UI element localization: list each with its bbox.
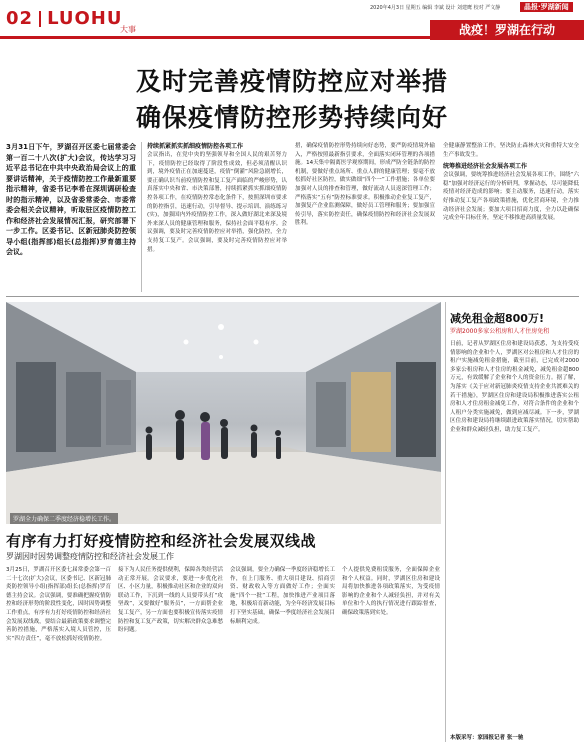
sidebar-divider xyxy=(445,302,446,742)
story2-col3: 会议强调，要全力确保一季度经济稳增长工作，在上门服务、重大项目建设、招商引资、财政收入等方面做好工作；全面实施“四个一批”工程，加快推进产业项目落地，积极培育新动能，为全年经济发展目标打下坚实基础，确保一季度经济社会发展目标顺利完成。 xyxy=(230,567,335,625)
story1-col4 xyxy=(443,142,579,292)
sidebar-subtitle: 罗湖2000多家公租房和人才住房免租 xyxy=(450,328,550,335)
paper-name: LUOHU xyxy=(47,8,123,29)
story2-subheadline: 罗湖因时因势调整疫情防控和经济社会发展工作 xyxy=(6,552,174,561)
photo-caption: 罗湖全力确保二季度经济稳增长工作。 xyxy=(10,513,118,524)
story2-col2: 接下为人民任务提供便利，保障各类经营活动正常开展。会议要求，要进一步优化社区、小区力量，积极推动社区和企业的双向联动工作，下沉到一线的人员要带头打“攻坚战”，又要做好“服务员”，一方面帮企业复工复产，另一方面也要积极宣传落实疫情防控和复工复产政策，切实解决群众急难愁盼问题。 xyxy=(118,567,223,634)
story1-col4-text: 全健康静置整治工作，坚决防止森林火灾和重特大安全生产事故发生。 xyxy=(443,143,579,158)
story1-lead: 3月31日下午，罗湖召开区委七届常委会第一百二十八次(扩大)会议，传达学习习近平总书记在中共中央政治局会议上的重要讲话精神，关于疫情防控工作最新重要指示精神，省委书记李希在深圳调研检查时的指示精神，以及省委常委会、市委常委会相关会议精神，听取驻区疫情防控工作和经济社会发展情况汇报，研究部署下一步工作。区委书记、区新冠肺炎防控领导小组(指挥部)组长(总指挥)罗育德主持会议。 xyxy=(6,143,136,256)
story2-col1: 3月25日，罗湖召开区委七届常委会第一百二十七次(扩大)会议，区委书记、区新冠肺炎防控领导小组(指挥部)组长(总指挥)罗育德主持会议。会议强调，要准确把握疫情防控和经济形势的阶段性变化，因时因势调整工作重点，有序有力打好疫情防控和经济社会发展双线战，要结合最新政策要求调整完善防控措施，严格落实入境人员管控，压实“四方责任”，毫不放松抓好疫情防控。 xyxy=(6,567,111,642)
story2-col4: 个人提供免费租赁服务，全面保障企业和个人权益。同时，罗湖区住房和建设局将加快推进各项政策落实，为受疫情影响的企业和个人减轻负担，并对有关单位和个人的执行情况进行跟踪督查，确保政策落到实处。 xyxy=(342,567,440,616)
section-rule xyxy=(6,296,579,297)
story1-col4-subheading: 统筹推进经济社会发展各项工作 xyxy=(443,163,528,171)
column-divider xyxy=(141,142,142,292)
sidebar-title: 减免租金超800万! xyxy=(450,312,544,325)
issue-meta: 2020年4月3日 星期五 编辑 李斌 设计 刘建鹰 校对 严文静 xyxy=(370,5,501,11)
story1-col2-text: 会议指出，在党中央的坚强领导和全国人民的艰苦努力下，疫情防控已经取得了阶段性成效，但必须清醒认识到，境外疫情正在加速蔓延，疫情“倒灌”风险急剧增长，要正确认识当前疫情防控和复工复产面临的严峻形势，认真落实中央和省、市决策部署，持续抓紧抓实抓细疫情防控各项工作，在疫情防控常态化条件下，按照深圳市要求的防控指引，迅速行动，引导督导、提示培训、演练练习(实)，加强国内外疫情防控工作，深入做好湖北来深及境外来深人员的健康管理和服务，保持社会面平稳有序。会议强调，要及时完善疫情防控应对举措，强化防控，全力支持复工复产。会议强调，要及时完善疫情防控应对举措。 xyxy=(147,152,287,253)
page-number xyxy=(6,8,123,29)
section-label: 大事 xyxy=(120,25,136,34)
section-banner: 战疫！罗湖在行动 xyxy=(430,20,584,40)
story1-col2 xyxy=(147,142,287,292)
story2-headline: 有序有力打好疫情防控和经济社会发展双线战 xyxy=(6,532,317,550)
sidebar-body: 日前，记者从罗湖区住房和建设局获悉，为支持受疫情影响的企业和个人，罗湖区对公租房和人才住房的租户实施减免租金措施，截至目前，已完成对2000多家公租房和人才住房的租金减免，减免租金超800万元，有效缓解了企业和个人的资金压力。据了解，为落实《关于应对新冠肺炎疫情支持企业共渡难关的若干措施》，罗湖区住房和建设局积极推进落实公租房和人才住房租金减免工作，对符合条件的企业和个人租户分类实施减免，做到应减尽减。下一步，罗湖区住房和建设局将继续跟进政策落实情况，切实帮助企业和群众减轻负担，助力复工复产。 xyxy=(450,341,579,433)
headline-line-1: 及时完善疫情防控应对举措 xyxy=(135,67,448,96)
headline-line-2: 确保疫情防控形势持续向好 xyxy=(135,103,448,132)
sidebar-author: 本版采写：家园报记者 张一驰 xyxy=(450,735,524,741)
story1-subheading: 持续抓紧抓实抓细疫情防控各项工作 xyxy=(147,143,244,150)
brand-logo: 晶报·罗湖新闻 xyxy=(520,2,573,12)
story1-col4b-text: 会议强调，要统筹推进经济社会发展各项工作，围绕“六稳”加强对经济运行的分析研判，掌握动态，尽可能降低疫情对经济造成的影响；要主动服务，迅速行动，落实好推动复工复产各项政策措施，优化营商环境，全力推动经济社会发展；要加大项目招商力度，全力以赴确保完成全年目标任务，坚定不移推进高质量发展。 xyxy=(443,172,579,222)
mall-photo-illustration xyxy=(6,302,441,524)
mall-photo xyxy=(6,302,441,524)
divider xyxy=(39,11,41,27)
story1-col3-text: 措，确保疫情防控形势持续向好态势，要严防疫情境外输入，严格按照最新指引要求，全面落实闭环管理的各项措施。14天集中隔离医学观察期间，形成严防全链条的防控机制，要做好重点场所、重点人群的健康管理；要毫不放松抓好社区防控，做实做细“四个一”工作措施；各单位要加强对人员的排查和管理，做好流动人员返深管理工作；严格落实“五有”防控标准要求。积极推动企业复工复产，加强复产企业监测保障，做好员工管理和服务；要加强宣传引导，落实防控责任，确保疫情防控和经济社会发展双胜利。 xyxy=(295,143,435,227)
page-number-text: 02 xyxy=(6,8,34,29)
